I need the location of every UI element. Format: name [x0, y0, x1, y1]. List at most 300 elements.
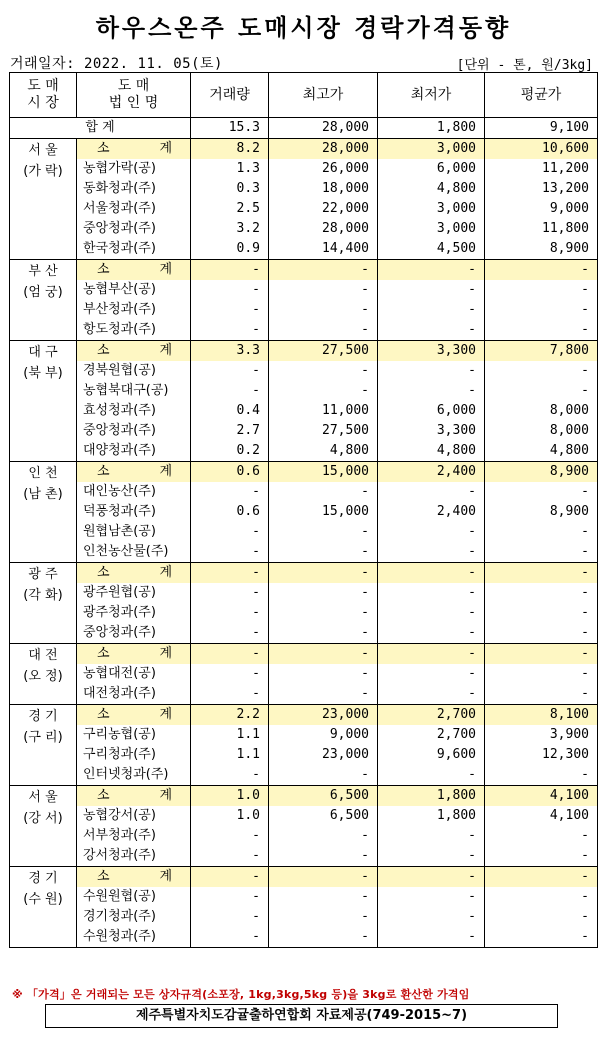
subtotal-row	[10, 139, 598, 160]
company-min-price: -	[378, 320, 485, 341]
header-market	[10, 73, 77, 118]
subtotal-row	[10, 705, 598, 726]
company-max-price: -	[269, 482, 378, 502]
company-max-price: 9,000	[269, 725, 378, 745]
company-max-price: -	[269, 927, 378, 948]
total-row	[10, 118, 598, 139]
company-volume: -	[191, 603, 269, 623]
company-max-price: -	[269, 826, 378, 846]
company-row	[10, 441, 598, 462]
subtotal-label-part: 계	[159, 565, 172, 580]
company-name: 농협부산(공)	[77, 280, 191, 300]
market-location: (가 락)	[23, 164, 63, 179]
market-cell	[10, 139, 77, 260]
company-volume: -	[191, 381, 269, 401]
total-label: 합 계	[10, 118, 191, 139]
company-row	[10, 361, 598, 381]
subtotal-min-price: -	[378, 867, 485, 888]
company-min-price: 3,000	[378, 219, 485, 239]
subtotal-label-part: 소	[97, 869, 110, 884]
subtotal-max-price: -	[269, 260, 378, 281]
market-name: 서 울	[28, 143, 58, 158]
company-min-price: -	[378, 907, 485, 927]
company-max-price: 15,000	[269, 502, 378, 522]
header-company-bottom: 법 인 명	[108, 95, 159, 111]
company-row	[10, 684, 598, 705]
subtotal-avg-price: -	[485, 563, 598, 584]
market-cell	[10, 260, 77, 341]
source-note: 제주특별자치도감귤출하연합회 자료제공(749-2015~7)	[45, 1004, 558, 1028]
company-max-price: -	[269, 765, 378, 786]
company-name: 서부청과(주)	[77, 826, 191, 846]
company-avg-price: 8,900	[485, 239, 598, 260]
subtotal-label-text	[83, 341, 190, 361]
company-avg-price: 9,000	[485, 199, 598, 219]
subtotal-avg-price: -	[485, 260, 598, 281]
footnote: ※ 「가격」은 거래되는 모든 상자규격(소포장, 1kg,3kg,5kg 등)을 3kg로 환산한 가격임	[12, 988, 470, 1001]
company-row	[10, 199, 598, 219]
subtotal-avg-price: 7,800	[485, 341, 598, 362]
company-avg-price: -	[485, 765, 598, 786]
company-min-price: 4,500	[378, 239, 485, 260]
company-name: 경북원협(공)	[77, 361, 191, 381]
subtotal-label-text	[83, 786, 190, 806]
company-min-price: 3,300	[378, 421, 485, 441]
market-location: (구 리)	[23, 730, 63, 745]
company-row	[10, 603, 598, 623]
company-row	[10, 623, 598, 644]
subtotal-avg-price: 4,100	[485, 786, 598, 807]
company-row	[10, 522, 598, 542]
market-cell	[10, 644, 77, 705]
subtotal-label-text	[83, 462, 190, 482]
trade-date: 거래일자: 2022. 11. 05(토)	[10, 56, 223, 72]
company-row	[10, 482, 598, 502]
company-name: 구리청과(주)	[77, 745, 191, 765]
company-volume: -	[191, 280, 269, 300]
subtotal-row	[10, 563, 598, 584]
market-location: (엄 궁)	[23, 285, 63, 300]
company-name: 덕풍청과(주)	[77, 502, 191, 522]
company-row	[10, 381, 598, 401]
company-max-price: 28,000	[269, 219, 378, 239]
company-volume: 0.9	[191, 239, 269, 260]
subtotal-label-part: 계	[159, 464, 172, 479]
market-name: 경 기	[28, 871, 58, 886]
company-max-price: -	[269, 846, 378, 867]
company-volume: -	[191, 826, 269, 846]
subtotal-volume: 1.0	[191, 786, 269, 807]
company-volume: -	[191, 522, 269, 542]
company-name: 인천농산물(주)	[77, 542, 191, 563]
company-volume: -	[191, 887, 269, 907]
company-min-price: -	[378, 846, 485, 867]
company-avg-price: 11,800	[485, 219, 598, 239]
subtotal-row	[10, 462, 598, 483]
market-cell	[10, 462, 77, 563]
company-row	[10, 421, 598, 441]
subtotal-label	[77, 563, 191, 584]
company-max-price: -	[269, 684, 378, 705]
subtotal-avg-price: 8,900	[485, 462, 598, 483]
company-volume: -	[191, 361, 269, 381]
market-location: (수 원)	[23, 892, 63, 907]
company-row	[10, 159, 598, 179]
market-location: (남 촌)	[23, 487, 63, 502]
company-name: 중앙청과(주)	[77, 421, 191, 441]
company-min-price: -	[378, 522, 485, 542]
subtotal-max-price: -	[269, 644, 378, 665]
company-row	[10, 846, 598, 867]
company-avg-price: -	[485, 907, 598, 927]
company-min-price: 4,800	[378, 441, 485, 462]
subtotal-label-part: 계	[159, 788, 172, 803]
company-min-price: -	[378, 381, 485, 401]
company-max-price: -	[269, 522, 378, 542]
header-min-price: 최저가	[378, 73, 485, 118]
company-max-price: -	[269, 381, 378, 401]
company-row	[10, 927, 598, 948]
company-volume: -	[191, 664, 269, 684]
subtotal-label-part: 소	[97, 464, 110, 479]
subtotal-label	[77, 705, 191, 726]
subtotal-label-part: 계	[159, 343, 172, 358]
company-avg-price: 13,200	[485, 179, 598, 199]
company-name: 원협남촌(공)	[77, 522, 191, 542]
subtotal-min-price: -	[378, 260, 485, 281]
market-cell	[10, 705, 77, 786]
company-row	[10, 239, 598, 260]
company-avg-price: -	[485, 684, 598, 705]
company-max-price: -	[269, 907, 378, 927]
company-name: 대인농산(주)	[77, 482, 191, 502]
company-volume: -	[191, 300, 269, 320]
company-min-price: 9,600	[378, 745, 485, 765]
subtotal-label	[77, 462, 191, 483]
company-max-price: -	[269, 583, 378, 603]
company-volume: -	[191, 684, 269, 705]
company-avg-price: 4,800	[485, 441, 598, 462]
header-market-top: 도 매	[27, 78, 59, 94]
company-avg-price: 4,100	[485, 806, 598, 826]
subtotal-label-part: 소	[97, 141, 110, 156]
company-volume: -	[191, 927, 269, 948]
company-name: 항도청과(주)	[77, 320, 191, 341]
company-min-price: -	[378, 300, 485, 320]
company-volume: 1.0	[191, 806, 269, 826]
company-name: 농협대전(공)	[77, 664, 191, 684]
subtotal-label	[77, 139, 191, 160]
subtotal-label-text	[83, 260, 190, 280]
company-name: 동화청과(주)	[77, 179, 191, 199]
subtotal-min-price: 3,000	[378, 139, 485, 160]
company-avg-price: -	[485, 887, 598, 907]
subtotal-min-price: 3,300	[378, 341, 485, 362]
company-volume: -	[191, 907, 269, 927]
company-min-price: 2,700	[378, 725, 485, 745]
subtotal-max-price: 6,500	[269, 786, 378, 807]
company-avg-price: -	[485, 542, 598, 563]
subtotal-max-price: -	[269, 867, 378, 888]
subtotal-volume: -	[191, 644, 269, 665]
subtotal-label-part: 계	[159, 262, 172, 277]
page-title: 하우스온주 도매시장 경락가격동향	[95, 14, 512, 42]
total-volume: 15.3	[191, 118, 269, 139]
subtotal-max-price: -	[269, 563, 378, 584]
subtotal-label	[77, 867, 191, 888]
company-avg-price: -	[485, 603, 598, 623]
subtotal-row	[10, 260, 598, 281]
company-avg-price: 8,000	[485, 421, 598, 441]
company-max-price: -	[269, 887, 378, 907]
total-max-price: 28,000	[269, 118, 378, 139]
subtotal-label-part: 소	[97, 565, 110, 580]
market-name: 광 주	[28, 567, 58, 582]
market-name: 경 기	[28, 709, 58, 724]
company-avg-price: -	[485, 583, 598, 603]
company-avg-price: -	[485, 927, 598, 948]
company-name: 농협강서(공)	[77, 806, 191, 826]
market-cell	[10, 867, 77, 948]
header-avg-price: 평균가	[485, 73, 598, 118]
header-volume: 거래량	[191, 73, 269, 118]
market-cell	[10, 341, 77, 462]
company-max-price: 14,400	[269, 239, 378, 260]
company-max-price: -	[269, 361, 378, 381]
company-max-price: 27,500	[269, 421, 378, 441]
company-min-price: 1,800	[378, 806, 485, 826]
company-min-price: -	[378, 583, 485, 603]
company-avg-price: -	[485, 320, 598, 341]
company-avg-price: -	[485, 381, 598, 401]
company-min-price: -	[378, 684, 485, 705]
subtotal-label	[77, 341, 191, 362]
subtotal-label	[77, 644, 191, 665]
subtotal-min-price: 2,400	[378, 462, 485, 483]
company-row	[10, 907, 598, 927]
company-avg-price: -	[485, 482, 598, 502]
company-volume: 0.3	[191, 179, 269, 199]
subtotal-min-price: -	[378, 563, 485, 584]
header-company	[77, 73, 191, 118]
subtotal-max-price: 28,000	[269, 139, 378, 160]
subtotal-max-price: 23,000	[269, 705, 378, 726]
market-name: 부 산	[28, 264, 58, 279]
company-max-price: -	[269, 320, 378, 341]
subtotal-avg-price: -	[485, 644, 598, 665]
company-row	[10, 765, 598, 786]
subtotal-label-part: 계	[159, 646, 172, 661]
company-avg-price: 3,900	[485, 725, 598, 745]
company-name: 농협가락(공)	[77, 159, 191, 179]
company-row	[10, 401, 598, 421]
company-min-price: 6,000	[378, 159, 485, 179]
subtotal-avg-price: -	[485, 867, 598, 888]
company-avg-price: 8,000	[485, 401, 598, 421]
subtotal-label	[77, 786, 191, 807]
subtotal-volume: -	[191, 867, 269, 888]
company-avg-price: 11,200	[485, 159, 598, 179]
header-company-top: 도 매	[117, 78, 150, 94]
company-avg-price: -	[485, 664, 598, 684]
company-max-price: 18,000	[269, 179, 378, 199]
market-location: (북 부)	[23, 366, 63, 381]
company-name: 강서청과(주)	[77, 846, 191, 867]
company-name: 수원청과(주)	[77, 927, 191, 948]
company-row	[10, 826, 598, 846]
company-volume: -	[191, 320, 269, 341]
company-volume: 2.7	[191, 421, 269, 441]
company-min-price: -	[378, 927, 485, 948]
market-name: 대 구	[28, 345, 58, 360]
company-row	[10, 542, 598, 563]
subtotal-min-price: 2,700	[378, 705, 485, 726]
company-volume: -	[191, 846, 269, 867]
subtotal-label-text	[83, 867, 190, 887]
subtotal-label-text	[83, 139, 190, 159]
market-location: (각 화)	[23, 588, 63, 603]
company-min-price: 6,000	[378, 401, 485, 421]
company-row	[10, 300, 598, 320]
subtotal-min-price: 1,800	[378, 786, 485, 807]
company-min-price: 3,000	[378, 199, 485, 219]
company-min-price: 2,400	[378, 502, 485, 522]
company-max-price: -	[269, 623, 378, 644]
company-volume: -	[191, 482, 269, 502]
company-row	[10, 745, 598, 765]
company-min-price: -	[378, 623, 485, 644]
header-row	[10, 73, 598, 118]
subtotal-row	[10, 341, 598, 362]
company-max-price: 6,500	[269, 806, 378, 826]
company-avg-price: -	[485, 623, 598, 644]
unit-label: [단위 - 톤, 원/3kg]	[456, 58, 593, 73]
subtotal-label-part: 소	[97, 788, 110, 803]
market-name: 서 울	[28, 790, 58, 805]
subtotal-volume: -	[191, 260, 269, 281]
company-name: 대전청과(주)	[77, 684, 191, 705]
company-name: 광주청과(주)	[77, 603, 191, 623]
subtotal-avg-price: 10,600	[485, 139, 598, 160]
price-table-body	[10, 118, 598, 948]
subtotal-volume: 3.3	[191, 341, 269, 362]
subtotal-label-text	[83, 563, 190, 583]
company-min-price: -	[378, 765, 485, 786]
market-name: 대 전	[28, 648, 58, 663]
company-name: 농협북대구(공)	[77, 381, 191, 401]
subtotal-label-part: 계	[159, 869, 172, 884]
company-row	[10, 179, 598, 199]
subtotal-volume: 2.2	[191, 705, 269, 726]
subtotal-label	[77, 260, 191, 281]
company-min-price: -	[378, 826, 485, 846]
market-location: (오 정)	[23, 669, 63, 684]
subtotal-label-part: 계	[159, 141, 172, 156]
company-row	[10, 583, 598, 603]
company-name: 경기청과(주)	[77, 907, 191, 927]
subtotal-row	[10, 867, 598, 888]
company-max-price: 11,000	[269, 401, 378, 421]
total-avg-price: 9,100	[485, 118, 598, 139]
total-min-price: 1,800	[378, 118, 485, 139]
company-volume: -	[191, 583, 269, 603]
company-row	[10, 502, 598, 522]
company-max-price: -	[269, 280, 378, 300]
market-cell	[10, 786, 77, 867]
company-min-price: 4,800	[378, 179, 485, 199]
company-avg-price: -	[485, 300, 598, 320]
company-volume: 0.2	[191, 441, 269, 462]
company-name: 효성청과(주)	[77, 401, 191, 421]
company-max-price: 23,000	[269, 745, 378, 765]
company-row	[10, 806, 598, 826]
company-avg-price: 8,900	[485, 502, 598, 522]
subtotal-max-price: 15,000	[269, 462, 378, 483]
company-max-price: 26,000	[269, 159, 378, 179]
company-min-price: -	[378, 887, 485, 907]
subtotal-label-text	[83, 705, 190, 725]
company-max-price: 22,000	[269, 199, 378, 219]
company-volume: 3.2	[191, 219, 269, 239]
company-name: 구리농협(공)	[77, 725, 191, 745]
company-volume: -	[191, 542, 269, 563]
company-avg-price: -	[485, 522, 598, 542]
company-max-price: -	[269, 542, 378, 563]
company-volume: 0.4	[191, 401, 269, 421]
company-name: 인터넷청과(주)	[77, 765, 191, 786]
company-max-price: -	[269, 603, 378, 623]
company-volume: 1.1	[191, 725, 269, 745]
company-name: 수원원협(공)	[77, 887, 191, 907]
company-min-price: -	[378, 280, 485, 300]
company-name: 중앙청과(주)	[77, 219, 191, 239]
subtotal-label-text	[83, 644, 190, 664]
company-volume: 2.5	[191, 199, 269, 219]
price-table	[9, 72, 598, 948]
market-name: 인 천	[28, 466, 58, 481]
company-row	[10, 219, 598, 239]
company-min-price: -	[378, 542, 485, 563]
company-avg-price: -	[485, 846, 598, 867]
company-volume: -	[191, 623, 269, 644]
company-name: 부산청과(주)	[77, 300, 191, 320]
company-volume: 1.3	[191, 159, 269, 179]
company-volume: -	[191, 765, 269, 786]
company-row	[10, 887, 598, 907]
company-avg-price: -	[485, 361, 598, 381]
company-row	[10, 664, 598, 684]
subtotal-volume: 0.6	[191, 462, 269, 483]
company-min-price: -	[378, 482, 485, 502]
subtotal-label-part: 소	[97, 707, 110, 722]
company-name: 한국청과(주)	[77, 239, 191, 260]
market-cell	[10, 563, 77, 644]
subtotal-label-part: 소	[97, 646, 110, 661]
company-name: 광주원협(공)	[77, 583, 191, 603]
subtotal-volume: -	[191, 563, 269, 584]
subtotal-avg-price: 8,100	[485, 705, 598, 726]
header-market-bottom: 시 장	[27, 95, 59, 111]
company-row	[10, 320, 598, 341]
company-row	[10, 725, 598, 745]
subtotal-label-part: 소	[97, 343, 110, 358]
company-name: 서울청과(주)	[77, 199, 191, 219]
subtotal-row	[10, 786, 598, 807]
company-min-price: -	[378, 361, 485, 381]
company-min-price: -	[378, 664, 485, 684]
company-name: 중앙청과(주)	[77, 623, 191, 644]
company-min-price: -	[378, 603, 485, 623]
